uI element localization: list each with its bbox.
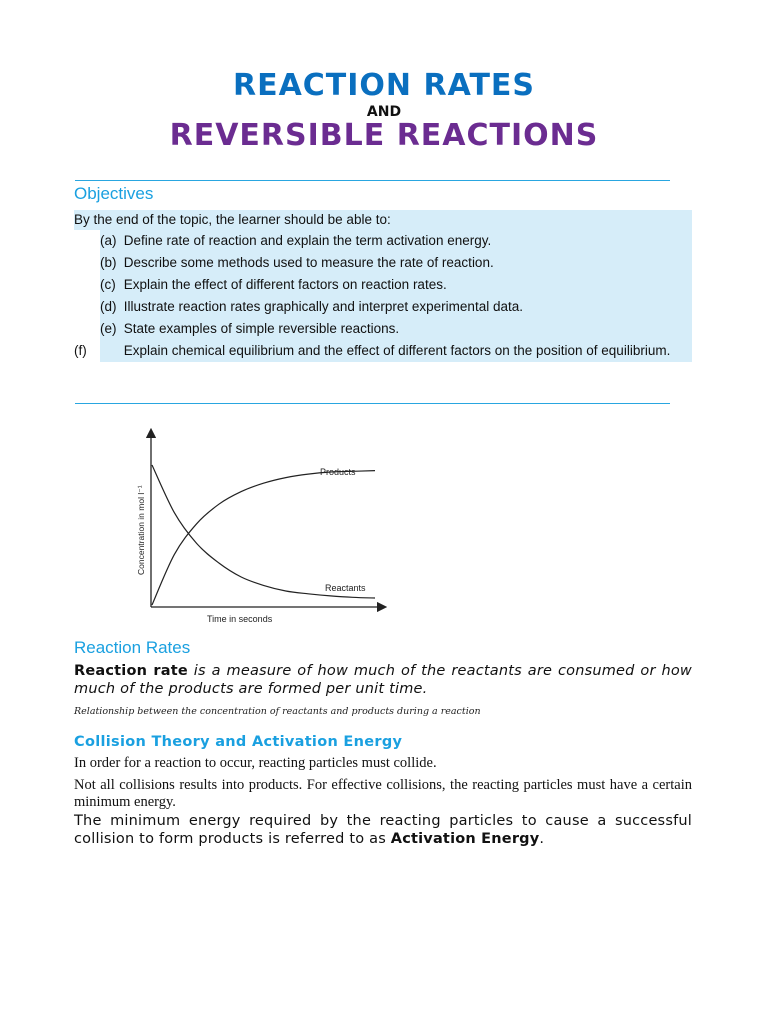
series-line-reactants	[152, 465, 375, 598]
chart-svg	[130, 425, 390, 630]
collision-paragraph-3	[74, 812, 692, 848]
objectives-lead: By the end of the topic, the learner should be able to:	[74, 210, 692, 230]
objective-marker: (f)	[74, 343, 87, 358]
objective-item	[100, 296, 692, 318]
reaction-rate-term: Reaction rate	[74, 663, 188, 679]
objective-marker: (e)	[100, 321, 117, 336]
objective-marker: (a)	[100, 233, 117, 248]
collision-paragraph-1: In order for a reaction to occur, reacting particles must collide.	[74, 755, 437, 771]
page-title: REACTION RATES	[232, 68, 536, 103]
objective-text: Define rate of reaction and explain the term activation energy.	[123, 233, 492, 248]
objective-marker: (c)	[100, 277, 116, 292]
objective-item	[100, 252, 692, 274]
objective-item	[74, 340, 692, 362]
divider-top	[75, 180, 670, 181]
objective-marker: (b)	[100, 255, 117, 270]
chart-caption: Relationship between the concentration of reactants and products during a reaction	[74, 706, 481, 717]
activation-energy-lead: The minimum energy required by the reacting particles to cause a successful collision to form products is referred to as	[74, 813, 692, 847]
objective-text: Describe some methods used to measure the rate of reaction.	[123, 255, 494, 270]
objective-text: Illustrate reaction rates graphically and interpret experimental data.	[123, 299, 523, 314]
collision-theory-heading: Collision Theory and Activation Energy	[74, 734, 403, 750]
title-conjunction: AND	[366, 104, 402, 120]
objectives-heading: Objectives	[74, 184, 154, 203]
series-label-reactants: Reactants	[325, 583, 366, 593]
collision-paragraph-2: Not all collisions results into products. For effective collisions, the reacting particles must have a certain minimum energy.	[74, 777, 692, 810]
activation-energy-end: .	[539, 831, 545, 847]
series-label-products: Products	[320, 467, 356, 477]
divider-bottom	[75, 403, 670, 404]
x-axis-label: Time in seconds	[207, 614, 273, 624]
reaction-rate-definition	[74, 662, 692, 698]
reaction-rates-heading: Reaction Rates	[74, 638, 191, 657]
objective-text: Explain chemical equilibrium and the effect of different factors on the position of equilibrium.	[123, 343, 671, 358]
objective-marker: (d)	[100, 299, 117, 314]
page-subtitle: REVERSIBLE REACTIONS	[169, 118, 599, 153]
objective-item	[100, 274, 692, 296]
reaction-rate-definition-text: is a measure of how much of the reactants are consumed or how much of the products are formed per unit time.	[74, 663, 692, 697]
objectives-list	[74, 230, 692, 362]
objective-text: Explain the effect of different factors on reaction rates.	[123, 277, 447, 292]
y-axis-label: Concentration in mol l⁻¹	[136, 485, 146, 575]
concentration-time-chart	[130, 425, 390, 630]
activation-energy-term: Activation Energy	[390, 831, 540, 847]
objective-item	[100, 318, 692, 340]
objective-text: State examples of simple reversible reactions.	[123, 321, 400, 336]
objective-item	[100, 230, 692, 252]
